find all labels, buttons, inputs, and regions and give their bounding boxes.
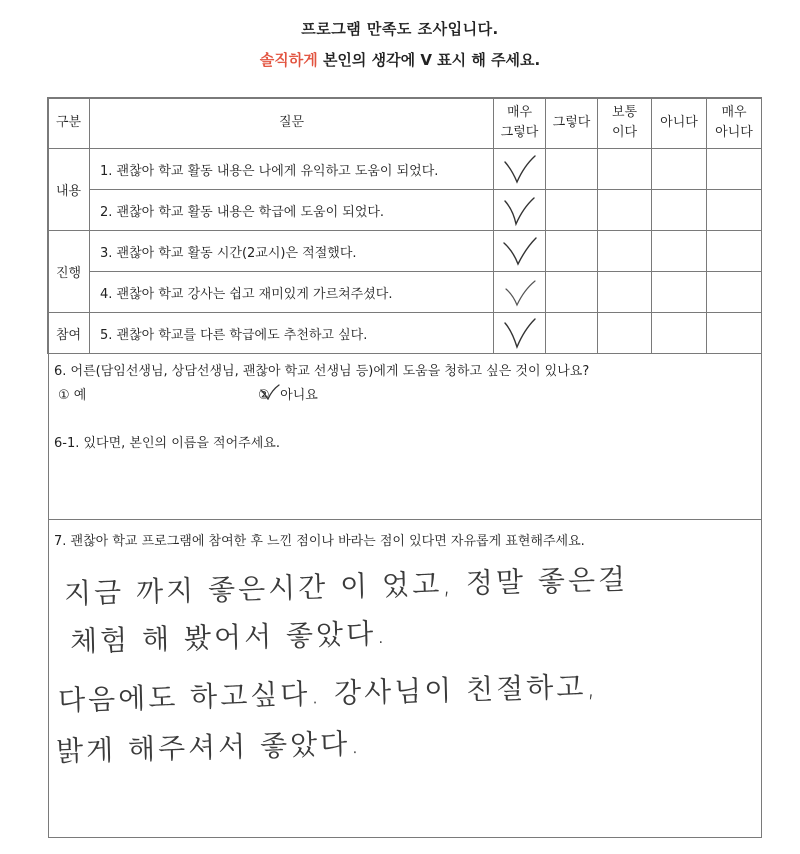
handwritten-line: 다음에도 하고싶다. 강사님이 친절하고, xyxy=(57,669,599,718)
answer-cell-disagree[interactable] xyxy=(652,231,707,272)
category-content: 내용 xyxy=(48,149,90,231)
header-category: 구분 xyxy=(48,98,90,149)
form-instruction xyxy=(0,49,800,70)
table-row xyxy=(48,313,762,354)
question-1: 1. 괜찮아 학교 활동 내용은 나에게 유익하고 도움이 되었다. xyxy=(90,149,494,190)
table-row xyxy=(48,190,762,231)
answer-cell-disagree[interactable] xyxy=(652,272,707,313)
answer-cell-neutral[interactable] xyxy=(598,231,652,272)
header-neutral: 보통 이다 xyxy=(598,98,652,149)
question-4: 4. 괜찮아 학교 강사는 쉽고 재미있게 가르쳐주셨다. xyxy=(90,272,494,313)
answer-cell-disagree[interactable] xyxy=(652,190,707,231)
option-no[interactable] xyxy=(258,384,318,403)
answer-cell-strongly-disagree[interactable] xyxy=(707,149,762,190)
header-strongly-disagree: 매우 아니다 xyxy=(707,98,762,149)
table-row xyxy=(48,231,762,272)
question-2: 2. 괜찮아 학교 활동 내용은 학급에 도움이 되었다. xyxy=(90,190,494,231)
checkmark-icon xyxy=(502,152,538,186)
checkmark-icon xyxy=(260,384,280,400)
checkmark-icon xyxy=(502,316,538,350)
answer-cell-disagree[interactable] xyxy=(652,149,707,190)
form-title: 프로그램 만족도 조사입니다. xyxy=(301,20,499,38)
table-header-row xyxy=(48,98,762,149)
answer-cell-strongly-disagree[interactable] xyxy=(707,190,762,231)
handwritten-line: 지금 까지 좋은시간 이 었고, 정말 좋은걸 xyxy=(63,562,629,611)
answer-cell-agree[interactable] xyxy=(546,149,598,190)
question-6-text: 6. 어른(담임선생님, 상담선생님, 괜찮아 학교 선생님 등)에게 도움을 청하고 싶은 것이 있나요? xyxy=(54,364,590,379)
handwritten-line: 밝게 해주셔서 좋았다. xyxy=(55,726,363,769)
question-7-section xyxy=(48,520,762,838)
checkmark-icon xyxy=(502,275,538,309)
survey-table xyxy=(47,97,762,354)
header-strongly-agree: 매우 그렇다 xyxy=(494,98,546,149)
category-progress: 진행 xyxy=(48,231,90,313)
answer-cell-strongly-agree[interactable] xyxy=(494,313,546,354)
table-row xyxy=(48,272,762,313)
question-7-text: 7. 괜찮아 학교 프로그램에 참여한 후 느낀 점이나 바라는 점이 있다면 자유롭게 표현해주세요. xyxy=(54,534,585,549)
answer-cell-strongly-disagree[interactable] xyxy=(707,272,762,313)
header-question: 질문 xyxy=(90,98,494,149)
option-no-label: 아니요 xyxy=(280,388,318,403)
answer-cell-agree[interactable] xyxy=(546,272,598,313)
question-3: 3. 괜찮아 학교 활동 시간(2교시)은 적절했다. xyxy=(90,231,494,272)
answer-cell-neutral[interactable] xyxy=(598,190,652,231)
category-participation: 참여 xyxy=(48,313,90,354)
answer-cell-strongly-disagree[interactable] xyxy=(707,231,762,272)
answer-cell-strongly-agree[interactable] xyxy=(494,272,546,313)
table-row xyxy=(48,149,762,190)
question-6-1-text: 6-1. 있다면, 본인의 이름을 적어주세요. xyxy=(54,436,280,451)
answer-cell-agree[interactable] xyxy=(546,190,598,231)
option-yes[interactable]: ① 예 xyxy=(58,388,87,403)
handwritten-line: 체험 해 봤어서 좋았다. xyxy=(69,616,389,659)
answer-cell-disagree[interactable] xyxy=(652,313,707,354)
circled-two-checked-icon: ② xyxy=(258,388,276,403)
answer-cell-strongly-agree[interactable] xyxy=(494,149,546,190)
answer-cell-neutral[interactable] xyxy=(598,149,652,190)
answer-cell-neutral[interactable] xyxy=(598,272,652,313)
question-6-section xyxy=(48,352,762,520)
answer-cell-strongly-agree[interactable] xyxy=(494,190,546,231)
answer-cell-strongly-agree[interactable] xyxy=(494,231,546,272)
instruction-text: 본인의 생각에 V 표시 해 주세요. xyxy=(317,51,541,69)
checkmark-icon xyxy=(502,234,538,268)
header-agree: 그렇다 xyxy=(546,98,598,149)
answer-cell-strongly-disagree[interactable] xyxy=(707,313,762,354)
answer-cell-neutral[interactable] xyxy=(598,313,652,354)
answer-cell-agree[interactable] xyxy=(546,231,598,272)
header-disagree: 아니다 xyxy=(652,98,707,149)
form-header xyxy=(0,18,800,70)
question-5: 5. 괜찮아 학교를 다른 학급에도 추천하고 싶다. xyxy=(90,313,494,354)
instruction-highlight: 솔직하게 xyxy=(259,51,318,69)
checkmark-icon xyxy=(502,193,538,227)
answer-cell-agree[interactable] xyxy=(546,313,598,354)
